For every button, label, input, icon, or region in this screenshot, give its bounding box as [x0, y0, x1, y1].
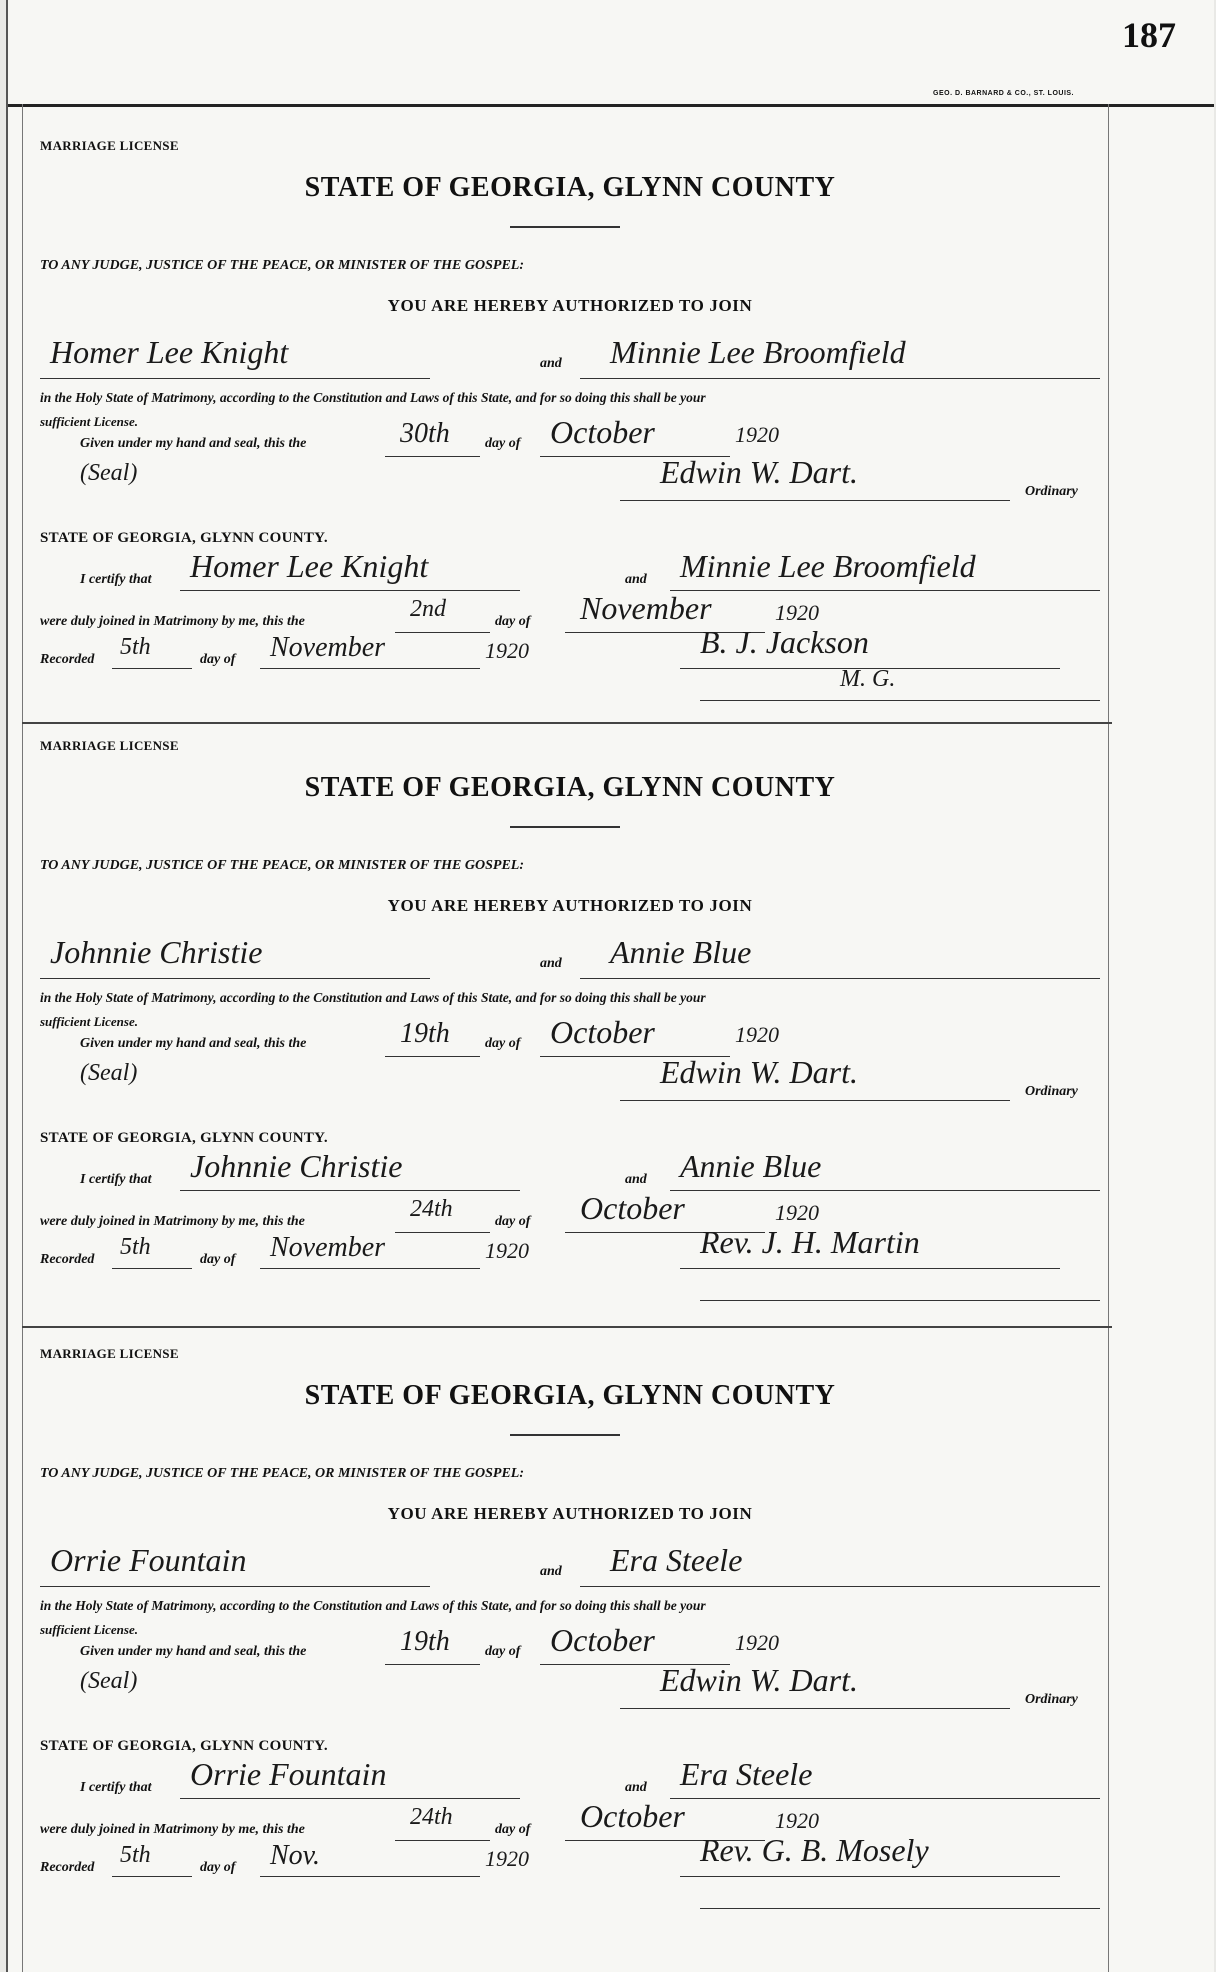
- title-ornament: [510, 826, 620, 828]
- given-under-text: Given under my hand and seal, this the: [80, 436, 307, 451]
- ordinary-label: Ordinary: [1025, 1692, 1078, 1707]
- holy-state-text: in the Holy State of Matrimony, according to the Constitution and Laws of this State, and for so doing this shall be your: [40, 390, 706, 405]
- license-header: MARRIAGE LICENSE: [40, 138, 179, 153]
- recorded-label: Recorded: [40, 652, 95, 667]
- and-label: and: [540, 1564, 562, 1579]
- cert-bride-name: Minnie Lee Broomfield: [680, 548, 976, 584]
- cert-groom-blank: [180, 1798, 520, 1799]
- married-month: October: [580, 1190, 685, 1226]
- license-year: 1920: [735, 422, 779, 447]
- and-label: and: [540, 356, 562, 371]
- cert-bride-blank: [670, 590, 1100, 591]
- cert-groom-blank: [180, 1190, 520, 1191]
- seal-mark: (Seal): [80, 460, 138, 486]
- officiant-signature: Rev. J. H. Martin: [700, 1224, 920, 1260]
- recorded-month-blank: [260, 1876, 480, 1877]
- cert-header: STATE OF GEORGIA, GLYNN COUNTY.: [40, 1130, 328, 1146]
- to-any-judge: TO ANY JUDGE, JUSTICE OF THE PEACE, OR MINISTER OF THE GOSPEL:: [40, 1466, 524, 1481]
- ordinary-signature: Edwin W. Dart.: [660, 454, 858, 490]
- title-ornament: [510, 226, 620, 228]
- register-page: [6, 0, 1214, 1972]
- day-of-label: day of: [200, 652, 236, 667]
- license-year: 1920: [735, 1022, 779, 1047]
- day-of-label: day of: [200, 1860, 236, 1875]
- day-of-label: day of: [495, 1214, 531, 1229]
- page-number: 187: [1122, 15, 1176, 55]
- recorded-day: 5th: [120, 1842, 151, 1868]
- license-header: MARRIAGE LICENSE: [40, 738, 179, 753]
- license-day: 19th: [400, 1626, 450, 1657]
- given-under-text: Given under my hand and seal, this the: [80, 1644, 307, 1659]
- duly-joined-text: were duly joined in Matrimony by me, this the: [40, 1214, 305, 1229]
- given-under-text: Given under my hand and seal, this the: [80, 1036, 307, 1051]
- married-day: 24th: [410, 1804, 453, 1830]
- ordinary-blank: [620, 1708, 1010, 1709]
- officiant-blank-2: [700, 700, 1100, 701]
- and-label: and: [625, 1172, 647, 1187]
- married-day: 2nd: [410, 596, 446, 622]
- left-margin-rule: [22, 104, 23, 1972]
- seal-mark: (Seal): [80, 1060, 138, 1086]
- cert-bride-blank: [670, 1798, 1100, 1799]
- authorized-line: YOU ARE HEREBY AUTHORIZED TO JOIN: [387, 1504, 753, 1523]
- groom-blank: [40, 1586, 430, 1587]
- license-day-blank: [385, 456, 480, 457]
- recorded-day-blank: [112, 668, 192, 669]
- groom-blank: [40, 378, 430, 379]
- license-day-blank: [385, 1056, 480, 1057]
- cert-header: STATE OF GEORGIA, GLYNN COUNTY.: [40, 530, 328, 546]
- sufficient-license: sufficient License.: [40, 1622, 138, 1637]
- recorded-day-blank: [112, 1876, 192, 1877]
- and-label: and: [625, 1780, 647, 1795]
- bride-name: Annie Blue: [610, 934, 752, 970]
- title-ornament: [510, 1434, 620, 1436]
- recorded-month: November: [270, 632, 386, 663]
- and-label: and: [540, 956, 562, 971]
- cert-groom-name: Orrie Fountain: [190, 1756, 387, 1792]
- to-any-judge: TO ANY JUDGE, JUSTICE OF THE PEACE, OR MINISTER OF THE GOSPEL:: [40, 258, 524, 273]
- cert-bride-name: Annie Blue: [680, 1148, 822, 1184]
- license-day-blank: [385, 1664, 480, 1665]
- officiant-blank-2: [700, 1908, 1100, 1909]
- married-day-blank: [395, 632, 490, 633]
- seal-mark: (Seal): [80, 1668, 138, 1694]
- ordinary-signature: Edwin W. Dart.: [660, 1662, 858, 1698]
- license-day: 19th: [400, 1018, 450, 1049]
- right-margin-rule: [1108, 104, 1109, 1972]
- married-day-blank: [395, 1232, 490, 1233]
- cert-bride-name: Era Steele: [680, 1756, 813, 1792]
- license-year: 1920: [735, 1630, 779, 1655]
- to-any-judge: TO ANY JUDGE, JUSTICE OF THE PEACE, OR MINISTER OF THE GOSPEL:: [40, 858, 524, 873]
- duly-joined-text: were duly joined in Matrimony by me, this the: [40, 1822, 305, 1837]
- officiant-title: M. G.: [840, 666, 896, 692]
- groom-blank: [40, 978, 430, 979]
- cert-header: STATE OF GEORGIA, GLYNN COUNTY.: [40, 1738, 328, 1754]
- officiant-signature: Rev. G. B. Mosely: [700, 1832, 929, 1868]
- married-year: 1920: [775, 1808, 819, 1833]
- recorded-day-blank: [112, 1268, 192, 1269]
- bride-blank: [580, 378, 1100, 379]
- officiant-blank: [680, 1268, 1060, 1269]
- recorded-month: Nov.: [270, 1840, 321, 1871]
- recorded-year: 1920: [485, 1238, 529, 1263]
- bride-blank: [580, 978, 1100, 979]
- holy-state-text: in the Holy State of Matrimony, according to the Constitution and Laws of this State, and for so doing this shall be your: [40, 990, 706, 1005]
- authorized-line: YOU ARE HEREBY AUTHORIZED TO JOIN: [387, 296, 753, 315]
- recorded-year: 1920: [485, 1846, 529, 1871]
- recorded-day: 5th: [120, 634, 151, 660]
- state-title: STATE OF GEORGIA, GLYNN COUNTY: [304, 772, 836, 803]
- groom-name: Johnnie Christie: [50, 934, 263, 970]
- state-title: STATE OF GEORGIA, GLYNN COUNTY: [304, 1380, 836, 1411]
- and-label: and: [625, 572, 647, 587]
- license-day: 30th: [400, 418, 450, 449]
- day-of-label: day of: [495, 1822, 531, 1837]
- license-month: October: [550, 1014, 655, 1050]
- license-header: MARRIAGE LICENSE: [40, 1346, 179, 1361]
- record-separator: [22, 1326, 1112, 1328]
- day-of-label: day of: [485, 1036, 521, 1051]
- groom-name: Homer Lee Knight: [50, 334, 289, 370]
- ordinary-blank: [620, 500, 1010, 501]
- ordinary-label: Ordinary: [1025, 484, 1078, 499]
- bride-name: Era Steele: [610, 1542, 743, 1578]
- recorded-year: 1920: [485, 638, 529, 663]
- cert-groom-name: Johnnie Christie: [190, 1148, 403, 1184]
- recorded-month: November: [270, 1232, 386, 1263]
- sufficient-license: sufficient License.: [40, 1014, 138, 1029]
- holy-state-text: in the Holy State of Matrimony, according to the Constitution and Laws of this State, and for so doing this shall be your: [40, 1598, 706, 1613]
- top-rule: [8, 104, 1214, 107]
- married-day-blank: [395, 1840, 490, 1841]
- recorded-label: Recorded: [40, 1252, 95, 1267]
- married-month: November: [580, 590, 712, 626]
- duly-joined-text: were duly joined in Matrimony by me, this the: [40, 614, 305, 629]
- bride-blank: [580, 1586, 1100, 1587]
- state-title: STATE OF GEORGIA, GLYNN COUNTY: [304, 172, 836, 203]
- license-month: October: [550, 414, 655, 450]
- certify-text: I certify that: [80, 572, 152, 587]
- recorded-label: Recorded: [40, 1860, 95, 1875]
- ordinary-signature: Edwin W. Dart.: [660, 1054, 858, 1090]
- day-of-label: day of: [200, 1252, 236, 1267]
- record-separator: [22, 722, 1112, 724]
- married-month: October: [580, 1798, 685, 1834]
- married-day: 24th: [410, 1196, 453, 1222]
- married-year: 1920: [775, 600, 819, 625]
- officiant-blank: [680, 1876, 1060, 1877]
- cert-groom-blank: [180, 590, 520, 591]
- certify-text: I certify that: [80, 1172, 152, 1187]
- cert-groom-name: Homer Lee Knight: [190, 548, 429, 584]
- cert-bride-blank: [670, 1190, 1100, 1191]
- day-of-label: day of: [495, 614, 531, 629]
- recorded-month-blank: [260, 668, 480, 669]
- recorded-month-blank: [260, 1268, 480, 1269]
- day-of-label: day of: [485, 1644, 521, 1659]
- printer-imprint: GEO. D. BARNARD & CO., ST. LOUIS.: [933, 90, 1074, 97]
- bride-name: Minnie Lee Broomfield: [610, 334, 906, 370]
- officiant-signature: B. J. Jackson: [700, 624, 869, 660]
- married-year: 1920: [775, 1200, 819, 1225]
- groom-name: Orrie Fountain: [50, 1542, 247, 1578]
- recorded-day: 5th: [120, 1234, 151, 1260]
- authorized-line: YOU ARE HEREBY AUTHORIZED TO JOIN: [387, 896, 753, 915]
- certify-text: I certify that: [80, 1780, 152, 1795]
- ordinary-label: Ordinary: [1025, 1084, 1078, 1099]
- sufficient-license: sufficient License.: [40, 414, 138, 429]
- officiant-blank-2: [700, 1300, 1100, 1301]
- ordinary-blank: [620, 1100, 1010, 1101]
- day-of-label: day of: [485, 436, 521, 451]
- license-month: October: [550, 1622, 655, 1658]
